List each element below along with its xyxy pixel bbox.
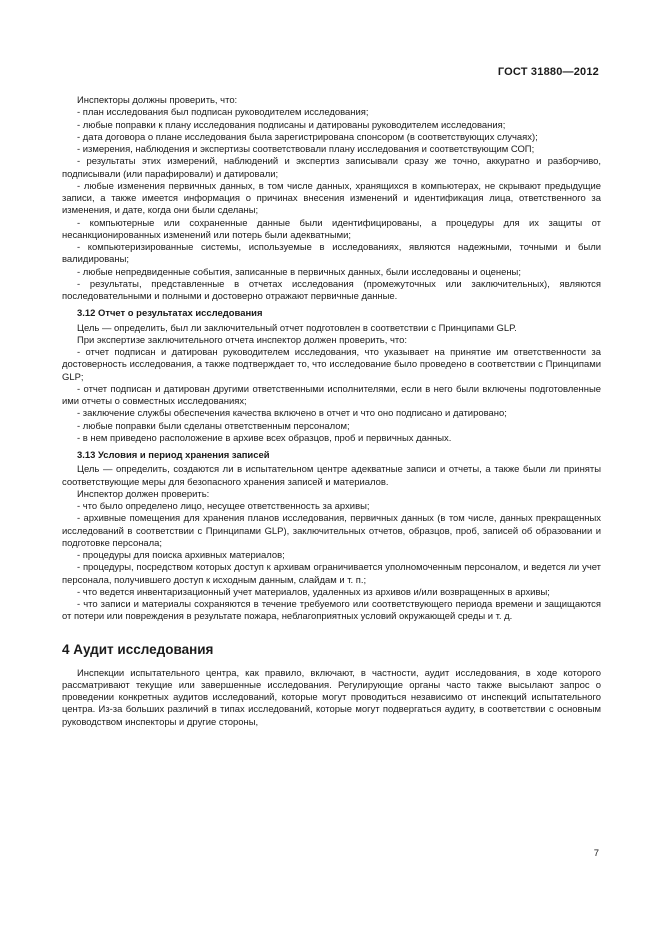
list-item: - отчет подписан и датирован руководителем исследования, что указывает на принятие им ответственности за достоверность исследования, а также подтверждает то, что исследование было проведено в соответствии с Принципами GLP; [62, 347, 601, 383]
list-item: - компьютерные или сохраненные данные были идентифицированы, а процедуры для их защиты от несанкционированных изменений или потерь были адекватными; [62, 217, 601, 241]
list-item: - результаты, представленные в отчетах исследования (промежуточных или заключительных), являются последовательными и полными и достоверно отражают первичные данные. [62, 278, 601, 302]
list-item: - заключение службы обеспечения качества включено в отчет и что оно подписано и датировано; [77, 408, 507, 420]
list-item: - процедуры для поиска архивных материалов; [77, 550, 285, 561]
section-3-13-intro: Инспектор должен проверить: [77, 488, 210, 500]
list-item: - дата договора о плане исследования была зарегистрирована спонсором (в соответствующих случаях); [77, 131, 538, 143]
list-item: - измерения, наблюдения и экспертизы соответствовали плану исследования и соответствующим СОП; [77, 144, 535, 155]
list-item: - архивные помещения для хранения планов исследования, первичных данных (в том числе, данных прекращенных исследований в соответствии с Принципами GLP), заключительных отчетов, образцов, проб, записей об образовании и подготовке персонала; [62, 513, 601, 549]
section-3-13-goal: Цель — определить, создаются ли в испытательном центре адекватные записи и отчеты, а также были ли приняты соответствующие меры для безопасного хранения записей и материалов. [62, 464, 601, 488]
standard-code: ГОСТ 31880—2012 [497, 66, 599, 78]
list-item: - компьютеризированные системы, используемые в исследованиях, являются надежными, точными и были валидированы; [62, 242, 601, 266]
list-item: - процедуры, посредством которых доступ к архивам ограничивается уполномоченным персоналом, и ведется ли учет персонала, получившего доступ к исходным данным, слайдам и т. п.; [62, 562, 601, 586]
section-3-12-heading: 3.12 Отчет о результатах исследования [77, 308, 263, 320]
section-3-12-goal: Цель — определить, был ли заключительный отчет подготовлен в соответствии с Принципами GLP. [77, 322, 517, 334]
section-3-12-intro: При экспертизе заключительного отчета инспектор должен проверить, что: [77, 334, 407, 346]
document-body [62, 95, 601, 729]
list-item: - план исследования был подписан руководителем исследования; [77, 107, 369, 119]
list-item: - что ведется инвентаризационный учет материалов, удаленных из архивов и/или возвращенных в архивы; [77, 586, 550, 598]
section-3-13-heading: 3.13 Условия и период хранения записей [77, 450, 270, 461]
list-item: - любые изменения первичных данных, в том числе данных, хранящихся в компьютерах, не скрывают предыдущие записи, а также имеется информация о причинах внесения изменений и идентификация лица, ответственного за изменения, и дате, когда они были сделаны; [62, 180, 601, 217]
list-item: - любые поправки к плану исследования подписаны и датированы руководителем исследования; [77, 119, 506, 131]
section-4-heading: 4 Аудит исследования [62, 641, 214, 657]
inspectors-intro: Инспекторы должны проверить, что: [77, 95, 238, 106]
section-4-paragraph: Инспекции испытательного центра, как правило, включают, в частности, аудит исследования, в ходе которого рассматривают текущие или завершенные исследования. Регулирующие органы часто также высылают запрос о проведении конкретных аудитов исследований, которые могут проводиться независимо от инспекций испытательного центра. Из-за больших различий в типах исследований, которые могут подвергаться аудиту, в соответствии с основным руководством инспекторы и другие стороны, [62, 667, 601, 728]
list-item: - в нем приведено расположение в архиве всех образцов, проб и первичных данных. [77, 432, 452, 444]
list-item: - отчет подписан и датирован другими ответственными исполнителями, если в него были включены подготовленные ими отчеты о совместных исследованиях; [62, 383, 601, 407]
page-number: 7 [593, 848, 599, 859]
list-item: - любые поправки были сделаны ответственным персоналом; [77, 420, 350, 432]
list-item: - любые непредвиденные события, записанные в первичных данных, были исследованы и оценены; [77, 266, 521, 278]
list-item: - что записи и материалы сохраняются в течение требуемого или соответствующего периода времени и защищаются от потери или повреждения в результате пожара, неблагоприятных условий окружающей среды и т. д. [62, 599, 601, 623]
list-item: - что было определено лицо, несущее ответственность за архивы; [77, 501, 370, 512]
list-item: - результаты этих измерений, наблюдений и экспертиз записывали сразу же точно, аккуратно и разборчиво, подписывали (или парафировали) и датировали; [62, 156, 601, 180]
